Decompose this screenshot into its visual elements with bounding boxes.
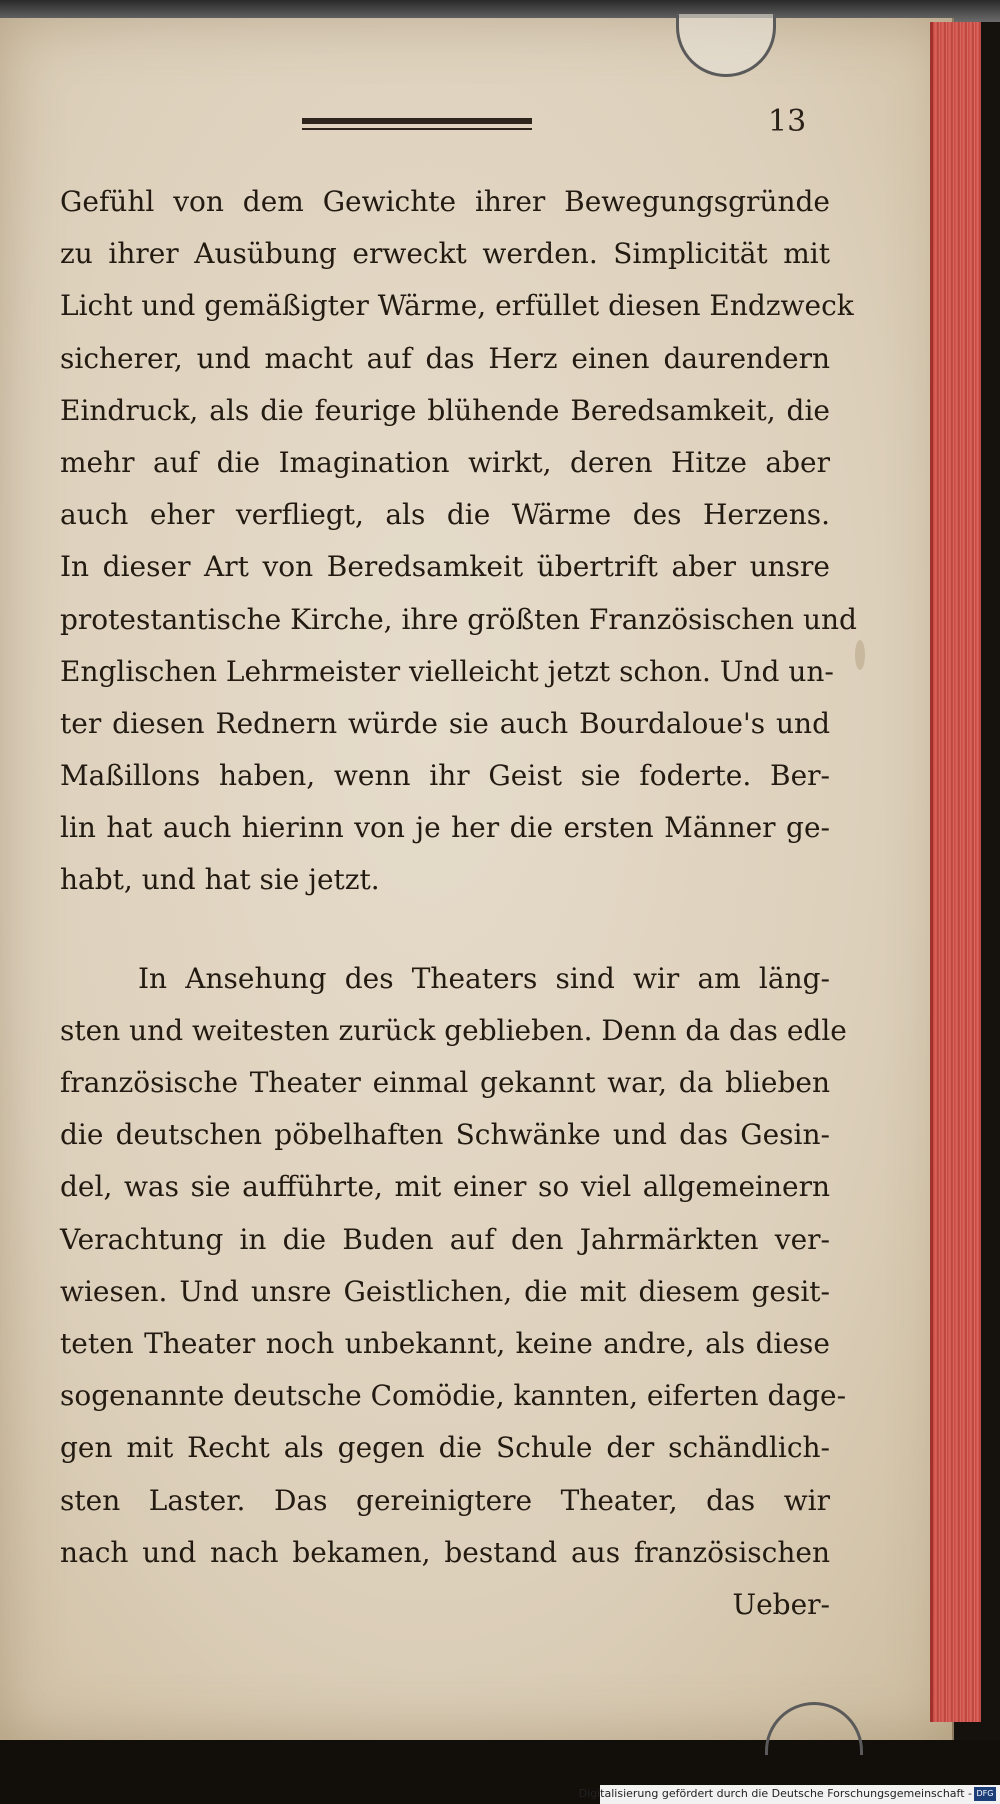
text-line: habt, und hat sie jetzt. — [60, 863, 380, 897]
text-line: gen mit Recht als gegen die Schule der schändlich- — [60, 1431, 830, 1465]
text-line: wiesen. Und unsre Geistlichen, die mit diesem gesit- — [60, 1274, 830, 1308]
text-line: Verachtung in die Buden auf den Jahrmärkten ver- — [60, 1222, 830, 1256]
text-line: die deutschen pöbelhaften Schwänke und das Gesin- — [60, 1118, 830, 1152]
text-line: del, was sie aufführte, mit einer so viel allgemeinern — [60, 1170, 830, 1204]
text-line: lin hat auch hierinn von je her die ersten Männer ge- — [60, 811, 830, 845]
text-line: sogenannte deutsche Comödie, kannten, eiferten dage- — [60, 1379, 847, 1413]
text-line: teten Theater noch unbekannt, keine andre, als diese — [60, 1326, 830, 1360]
digitization-credit: Digitalisierung gefördert durch die Deutsche Forschungsgemeinschaft - — [578, 1787, 972, 1800]
text-line: sicherer, und macht auf das Herz einen daurendern — [60, 341, 830, 375]
dfg-logo-icon: DFG — [974, 1787, 996, 1801]
text-line: sten und weitesten zurück geblieben. Denn da das edle — [60, 1013, 847, 1047]
page-text — [60, 176, 857, 1631]
text-line: sten Laster. Das gereinigtere Theater, das wir — [60, 1483, 830, 1517]
text-line: In dieser Art von Beredsamkeit übertrift aber unsre — [60, 550, 830, 584]
page-number: 13 — [768, 104, 807, 139]
text-line: französische Theater einmal gekannt war, da blieben — [60, 1066, 830, 1099]
text-line: Gefühl von dem Gewichte ihrer Bewegungsgründe — [60, 185, 830, 218]
text-line: auch eher verfliegt, als die Wärme des Herzens. — [60, 498, 830, 532]
header-ornament-rule-thin — [302, 128, 532, 130]
red-page-edges — [930, 22, 981, 1722]
paper-stain — [855, 640, 865, 670]
text-line: Englischen Lehrmeister vielleicht jetzt schon. Und un- — [60, 654, 834, 688]
text-line: mehr auf die Imagination wirkt, deren Hitze aber — [60, 445, 830, 479]
text-line: Maßillons haben, wenn ihr Geist sie foderte. Ber- — [60, 759, 830, 793]
text-line: nach und nach bekamen, bestand aus französischen — [60, 1535, 830, 1569]
header-ornament-rule — [302, 118, 532, 124]
text-line: protestantische Kirche, ihre größten Französischen und — [60, 602, 857, 636]
text-line: Eindruck, als die feurige blühende Beredsamkeit, die — [60, 393, 830, 427]
text-line: ter diesen Rednern würde sie auch Bourdaloue's und — [60, 706, 830, 740]
text-line: In Ansehung des Theaters sind wir am läng- — [138, 961, 830, 995]
catchword: Ueber- — [732, 1587, 830, 1621]
text-line: Licht und gemäßigter Wärme, erfüllet diesen Endzweck — [60, 289, 854, 323]
paragraph-gap — [60, 907, 830, 953]
text-line: zu ihrer Ausübung erweckt werden. Simplicität mit — [60, 237, 830, 271]
